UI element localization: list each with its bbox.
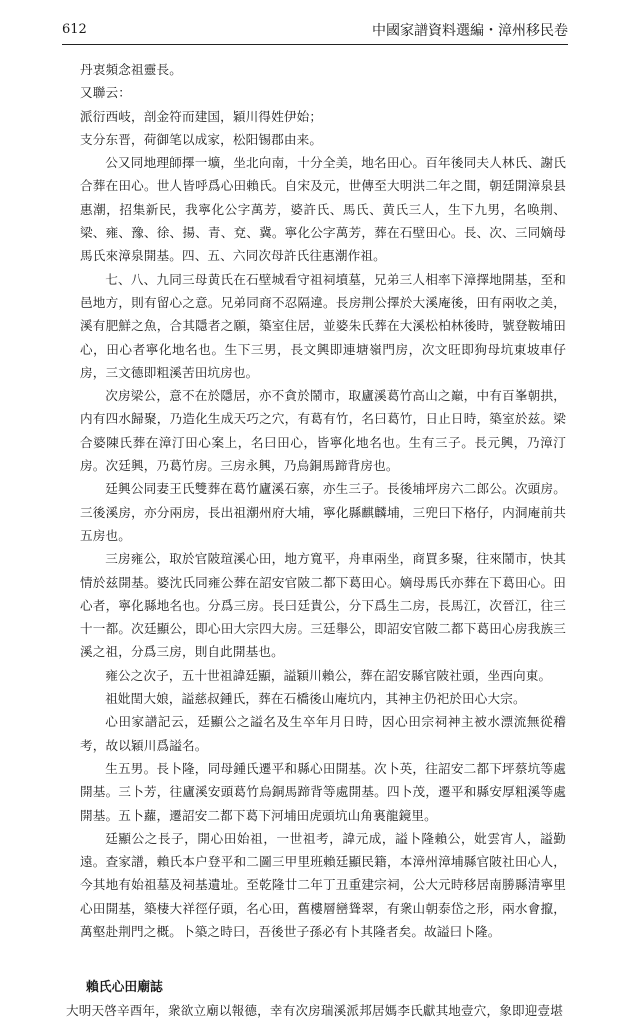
paragraph: 廷興公同妻王氏雙葬在葛竹廬溪石寨，亦生三子。長後埔坪房六二郎公。次頭房。三後溪房，亦分兩房，長出祖潮州府大埔，寧化縣麒麟埔，三兜曰下格仔，内洞庵前共五房也。 — [80, 481, 566, 543]
paragraph: 祖妣閏大娘，謚慈叔鍾氏，葬在石橋後山庵坑内，其神主仍祀於田心大宗。 — [105, 691, 526, 707]
paragraph: 公又同地理師擇一壙，坐北向南，十分全美，地名田心。百年後同夫人林氏、謝氏合葬在田心。世人皆呼爲心田賴氏。自宋及元，世傳至大明洪二年之間，朝廷開漳泉县惠潮，招集新民，我寧化公字萬芳，婆許氏、馬氏、黄氏三人，生下九男，名唤荆、梁、雍、豫、徐、揚、青、兗、冀。寧化公字萬芳，葬在石壁田心。長、次、三同嫡母馬氏來漳泉開基。四、五、六同次母許氏往惠潮作祖。 — [80, 155, 566, 264]
paragraph: 生五男。長卜隆，同母鍾氏遷平和縣心田開基。次卜英，往詔安二都下坪蔡坑等處開基。三卜芳，往廬溪安頭葛竹烏銅馬蹄背等處開基。四卜茂，遷平和縣安厚粗溪等處開基。五卜蘿，遷詔安二都下葛下河埔田虎頭坑山角裏龍鏡里。 — [80, 760, 566, 823]
page-number: 612 — [62, 22, 87, 37]
verse-line: 又聯云： — [80, 85, 131, 101]
section-title: 賴氏心田廟誌 — [86, 980, 163, 996]
paragraph: 次房梁公，意不在於隱居，亦不貪於鬧市，取廬溪葛竹高山之巔，中有百峯朝拱，内有四水歸聚，乃造化生成天巧之穴，有葛有竹，名曰葛竹，日止日時，築室於兹。梁合婆陳氏葬在漳汀田心案上，名曰田心，皆寧化地名也。生有三子。長元興，乃漳汀房。次廷興，乃葛竹房。三房永興，乃烏銅馬蹄背房也。 — [80, 388, 566, 474]
page-header — [62, 10, 568, 45]
verse-line: 派衍西岐，剖金符而建国，穎川得姓伊始； — [80, 108, 323, 124]
verse-line: 支分东晋，荷御笔以成家，松阳锡郡由来。 — [80, 131, 323, 147]
paragraph: 雍公之次子，五十世祖諱廷顯，謚穎川賴公，葬在詔安縣官陂社頭，坐西向東。 — [105, 667, 552, 683]
paragraph: 心田家譜記云，廷顯公之謚名及生卒年月日時，因心田宗祠神主被水漂流無從稽考，故以穎川爲謚名。 — [80, 714, 566, 753]
body-text — [66, 58, 566, 1023]
paragraph: 七、八、九同三母黄氏在石壁城看守祖祠墳墓，兄弟三人相率下漳擇地開基，至和邑地方，則有留心之意。兄弟同商不忍隔違。長房荆公擇於大溪庵後，田有兩收之美，溪有肥鮮之魚，合其隱者之願，築室住居，並婆朱氏葬在大溪松柏林後時，號登鞍埔田心，田心者寧化地名也。生下三男，長文興即連塘嶺門房，次文旺即狗母坑東坡車仔房，三文德即粗溪苦田坑房也。 — [80, 271, 566, 380]
running-title: 中國家譜資料選編・漳州移民卷 — [372, 23, 568, 39]
verse-line: 丹衷頻念祖靈長。 — [80, 62, 182, 77]
paragraph: 三房雍公，取於官陂瑄溪心田，地方寬平，舟車兩坐，商買多聚，往來鬧市，快其情於兹開基。婆沈氏同雍公葬在詔安官陂二都下葛田心。嫡母馬氏亦葬在下葛田心。田心者，寧化縣地名也。分爲三房。長曰廷貴公，分下爲生二房，長馬江，次晉江，往三十一都。次廷顯公，即心田大宗四大房。三廷舉公，即詔安官陂二都下葛田心房我族三溪之祖，分爲三房，則自此開基也。 — [80, 551, 566, 660]
paragraph: 廷顯公之長子，開心田始祖，一世祖考，諱元成，謚卜隆賴公，妣雲宵人，謚勤遠。查家譜，賴氏本户登平和二圖三甲里班賴廷顯民籍，本漳州漳埔縣官陂社田心人，今其地有始祖墓及祠基遺址。至乾隆廿二年丁丑重建宗祠，公大元時移居南勝縣清寧里心田開基，築棲大祥徑仔頭，名心田，舊樓層巒聳翠，有衆山朝泰岱之形，兩水會攛，萬壑赴荆門之概。卜築之時曰，吾後世子孫必有卜其隆者矣。故謚曰卜隆。 — [80, 830, 566, 939]
section-first-line: 大明天啓辛酉年，衆欲立廟以報德，幸有次房瑞溪派邦居媽李氏獻其地壹穴，象即迎壹堪 — [66, 1003, 564, 1019]
